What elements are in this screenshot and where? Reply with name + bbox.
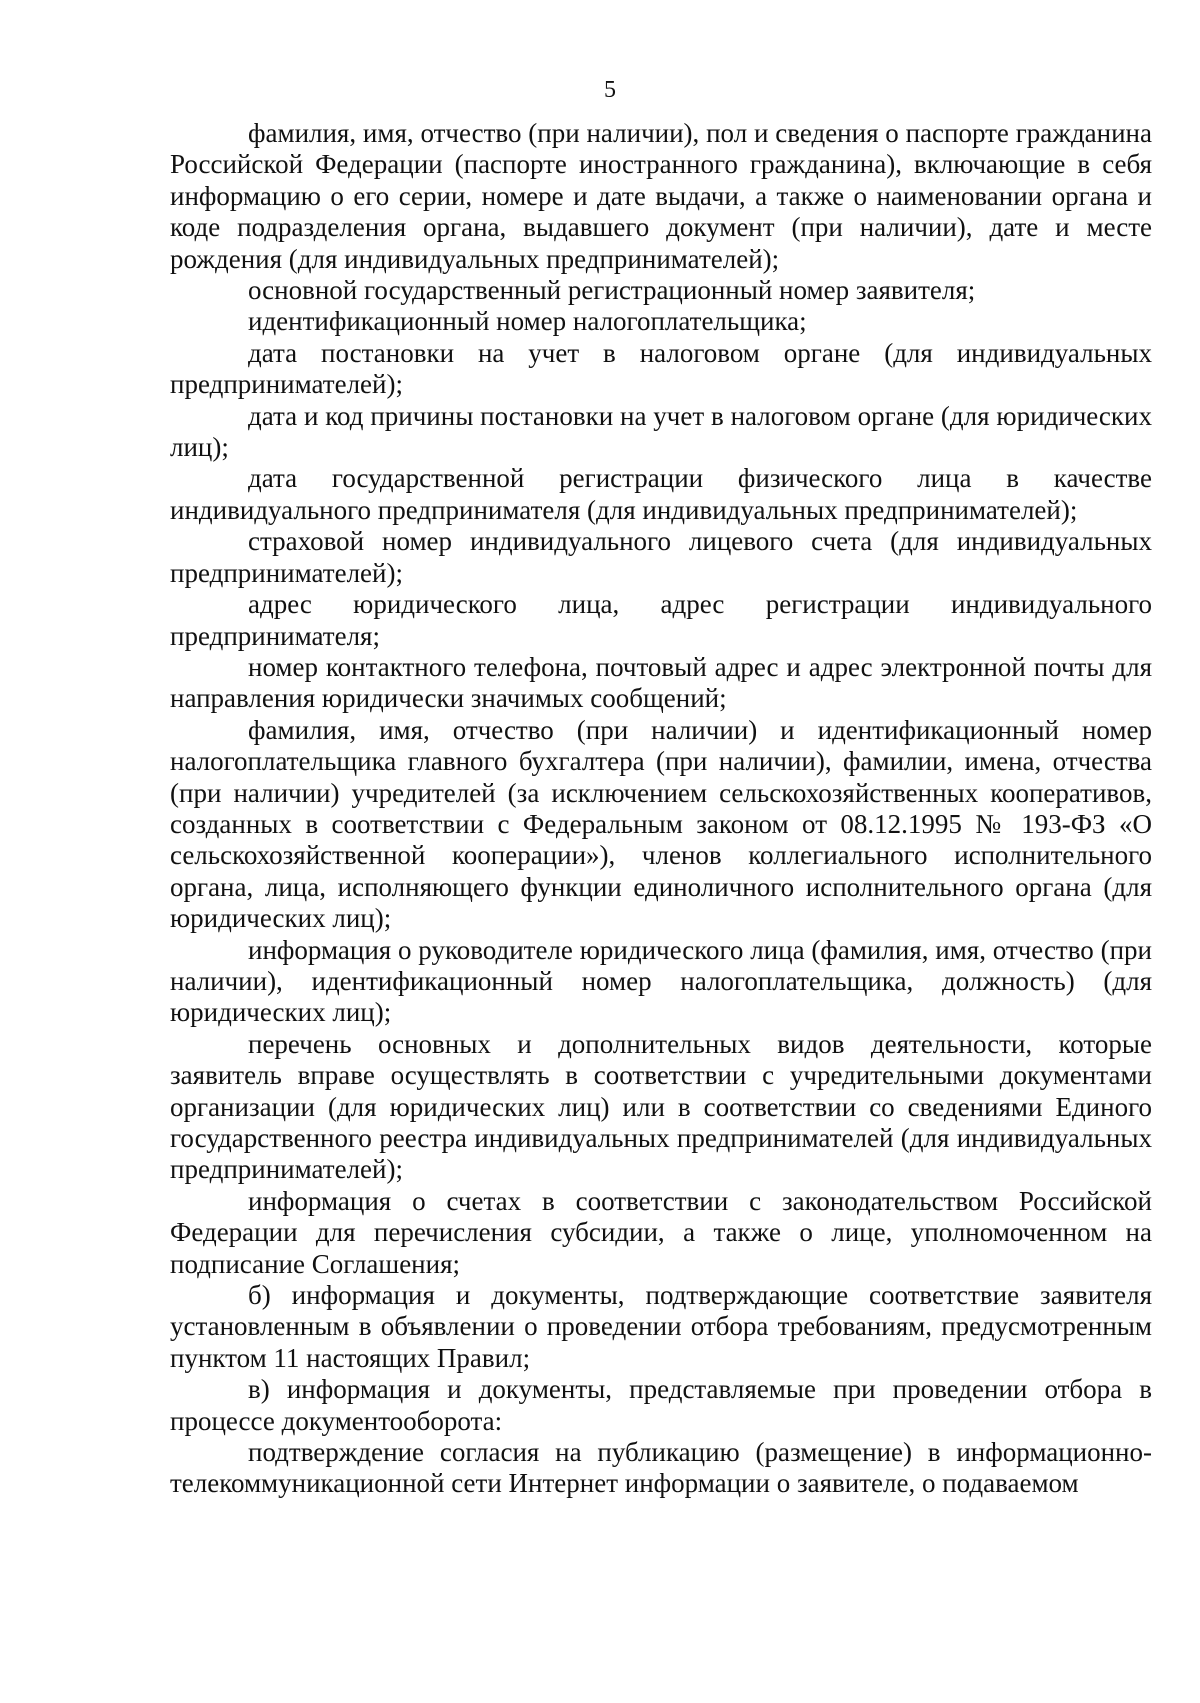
paragraph-kpp: дата и код причины постановки на учет в налоговом органе (для юридических лиц); (170, 400, 1152, 463)
document-body (170, 118, 1152, 1500)
paragraph-ogrn: основной государственный регистрационный номер заявителя; (248, 275, 976, 306)
paragraph-director-info: информация о руководителе юридического лица (фамилия, имя, отчество (при наличии), идентификационный номер налогоплательщика, должность) (для юридических лиц); (170, 934, 1152, 1028)
paragraph-bank-accounts: информация о счетах в соответствии с законодательством Российской Федерации для перечисления субсидии, а также о лице, уполномоченном на подписание Соглашения; (170, 1185, 1152, 1279)
page-number: 5 (604, 77, 616, 103)
paragraph-inn: идентификационный номер налогоплательщика; (248, 306, 807, 337)
paragraph-address: адрес юридического лица, адрес регистрации индивидуального предпринимателя; (170, 589, 1152, 651)
paragraph-tax-registration-date: дата постановки на учет в налоговом органе (для индивидуальных предпринимателей); (170, 337, 1152, 400)
paragraph-activities-list: перечень основных и дополнительных видов деятельности, которые заявитель вправе осуществлять в соответствии с учредительными документами организации (для юридических лиц) или в соответствии со сведениями Единого государственного реестра индивидуальных предпринимателей (для индивидуальных предпринимателей); (170, 1028, 1152, 1185)
paragraph-state-registration-date: дата государственной регистрации физического лица в качестве индивидуального предпринимателя (для индивидуальных предпринимателей); (170, 463, 1152, 525)
paragraph-accountant-founders: фамилия, имя, отчество (при наличии) и идентификационный номер налогоплательщика главного бухгалтера (при наличии), фамилии, имена, отчества (при наличии) учредителей (за исключением сельскохозяйственных кооперативов, созданных в соответствии с Федеральным законом от 08.12.1995 № 193-ФЗ «О сельскохозяйственной кооперации»), членов коллегиального исполнительного органа, лица, исполняющего функции единоличного исполнительного органа (для юридических лиц); (170, 714, 1152, 934)
paragraph-personal-data: фамилия, имя, отчество (при наличии), пол и сведения о паспорте гражданина Российской Федерации (паспорте иностранного гражданина), включающие в себя информацию о его серии, номере и дате выдачи, а также о наименовании органа и коде подразделения органа, выдавшего документ (при наличии), дате и месте рождения (для индивидуальных предпринимателей); (170, 118, 1152, 274)
paragraph-item-b: б) информация и документы, подтверждающие соответствие заявителя установленным в объявлении о проведении отбора требованиям, предусмотренным пунктом 11 настоящих Правил; (170, 1280, 1152, 1373)
paragraph-snils: страховой номер индивидуального лицевого счета (для индивидуальных предпринимателей); (170, 526, 1152, 588)
paragraph-publication-consent: подтверждение согласия на публикацию (размещение) в информационно-телекоммуникационной сети Интернет информации о заявителе, о подаваемом (170, 1437, 1152, 1499)
paragraph-contacts: номер контактного телефона, почтовый адрес и адрес электронной почты для направления юридически значимых сообщений; (170, 651, 1152, 714)
paragraph-item-v: в) информация и документы, представляемые при проведении отбора в процессе документооборота: (170, 1374, 1152, 1436)
